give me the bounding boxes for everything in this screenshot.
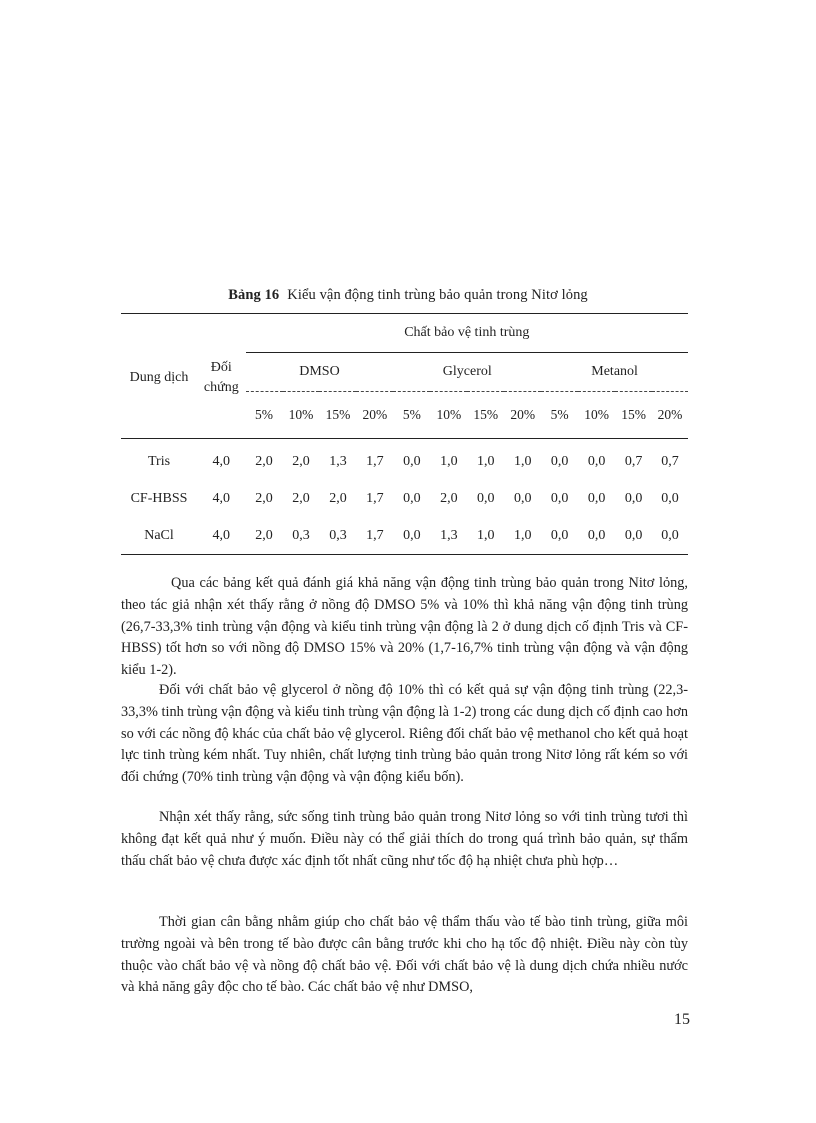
value-cell: 0,0 xyxy=(550,490,569,506)
value-cell: 2,0 xyxy=(255,527,273,543)
value-cell: 2,0 xyxy=(440,490,458,506)
value-cell: 1,7 xyxy=(366,490,384,506)
value-cell: 2,0 xyxy=(292,490,310,506)
paragraph: Nhận xét thấy rằng, sức sống tinh trùng bảo quản trong Nitơ lỏng so với tinh trùng tươi thì không đạt kết quả như ý muốn. Điều này có thể giải thích do trong quá trình bảo quản, sự thẩm thấu chất bảo vệ chưa được xác định tốt nhất cũng như tốc độ hạ nhiệt chưa phù hợp… xyxy=(121,809,688,869)
table-caption-label: Bảng 16 xyxy=(228,287,280,303)
value-cell: 2,0 xyxy=(292,453,310,469)
percent-header-cell: 15% xyxy=(325,407,351,422)
value-cell: 2,0 xyxy=(329,490,347,506)
paragraph: Thời gian cân bằng nhằm giúp cho chất bảo vệ thẩm thấu vào tế bào tinh trùng, giữa môi trường ngoài và bên trong tế bào được cân bằng trước khi cho hạ tốc độ nhiệt. Điều này còn tùy thuộc vào chất bảo vệ và nồng độ chất bảo vệ. Đối với chất bảo vệ là dung dịch chứa nhiều nước và khả năng gây độc cho tế bào. Các chất bảo vệ như DMSO, xyxy=(121,914,688,996)
table-caption xyxy=(0,287,816,304)
value-cell: 0,0 xyxy=(550,527,569,543)
header-agent-metanol: Metanol xyxy=(541,353,688,392)
table-caption-text: Kiểu vận động tinh trùng bảo quản trong Nitơ lỏng xyxy=(287,287,588,303)
value-cell: 0,0 xyxy=(403,453,421,469)
value-cell: 0,0 xyxy=(550,453,569,469)
percent-header-cell: 5% xyxy=(550,407,569,422)
value-cell: 1,0 xyxy=(477,527,495,543)
control-cell: 4,0 xyxy=(212,453,231,469)
value-cell: 0,0 xyxy=(624,527,643,543)
value-cell: 0,0 xyxy=(513,490,532,506)
table-row xyxy=(121,480,688,517)
page-number: 15 xyxy=(674,1011,690,1028)
percent-header-cell: 20% xyxy=(657,407,683,422)
row-label: CF-HBSS xyxy=(130,490,188,506)
header-agent-glycerol: Glycerol xyxy=(393,353,541,392)
control-cell: 4,0 xyxy=(212,490,231,506)
value-cell: 0,0 xyxy=(661,527,679,543)
value-cell: 0,3 xyxy=(292,527,310,543)
value-cell: 0,0 xyxy=(587,527,606,543)
value-cell: 0,0 xyxy=(477,490,495,506)
value-cell: 0,0 xyxy=(403,527,421,543)
value-cell: 0,0 xyxy=(403,490,421,506)
percent-header-cell: 10% xyxy=(584,407,609,422)
table-row xyxy=(121,517,688,555)
paragraph: Đối với chất bảo vệ glycerol ở nồng độ 10% thì có kết quả sự vận động tinh trùng (22,3-33,3% tinh trùng vận động và kiểu tinh trùng vận động là 1-2) trong các dung dịch cố định cao hơn so với các nồng độ khác của chất bảo vệ glycerol. Riêng đối chất bảo vệ methanol cho kết quả hoạt lực tinh trùng kém nhất. Tuy nhiên, chất lượng tinh trùng bảo quản trong Nitơ lỏng rất kém so với đối chứng (70% tinh trùng vận động và vận động kiểu bốn). xyxy=(121,682,689,786)
value-cell: 1,7 xyxy=(366,453,384,469)
row-label: NaCl xyxy=(144,527,174,543)
value-cell: 1,7 xyxy=(366,527,384,543)
paragraph: Qua các bảng kết quả đánh giá khả năng vận động tinh trùng bảo quản trong Nitơ lỏng, theo tác giả nhận xét thấy rằng ở nồng độ DMSO 5% và 10% thì khả năng vận động tinh trùng (26,7-33,3% tinh trùng vận động và kiểu tinh trùng vận động là 2 ở dung dịch cố định Tris và CF-HBSS) tốt hơn so với nồng độ DMSO 15% và 20% (1,7-16,7% tinh trùng vận động và vận động kiểu 1-2). xyxy=(121,575,688,679)
header-control: Đối chứng xyxy=(203,360,239,395)
table-row xyxy=(121,439,688,480)
value-cell: 0,7 xyxy=(624,453,643,469)
percent-header-cell: 10% xyxy=(288,407,314,422)
value-cell: 0,3 xyxy=(329,527,347,543)
percent-header-cell: 10% xyxy=(436,407,462,422)
header-protectant-group: Chất bảo vệ tinh trùng xyxy=(246,314,688,353)
motility-table xyxy=(121,313,688,555)
value-cell: 0,0 xyxy=(661,490,679,506)
value-cell: 2,0 xyxy=(255,453,273,469)
value-cell: 1,3 xyxy=(440,527,458,543)
percent-header-cell: 20% xyxy=(362,407,388,422)
percent-header-cell: 20% xyxy=(510,407,536,422)
value-cell: 1,3 xyxy=(329,453,347,469)
percent-header-cell: 15% xyxy=(621,407,646,422)
header-agent-dmso: DMSO xyxy=(246,353,394,392)
value-cell: 0,0 xyxy=(587,453,606,469)
percent-header-cell: 5% xyxy=(402,407,421,422)
value-cell: 2,0 xyxy=(255,490,273,506)
percent-header-cell: 5% xyxy=(255,407,274,422)
value-cell: 1,0 xyxy=(440,453,458,469)
row-label: Tris xyxy=(147,453,171,469)
value-cell: 0,0 xyxy=(587,490,606,506)
header-solution: Dung dịch xyxy=(129,370,189,385)
percent-header-cell: 15% xyxy=(473,407,499,422)
control-cell: 4,0 xyxy=(212,527,231,543)
value-cell: 0,7 xyxy=(661,453,679,469)
value-cell: 0,0 xyxy=(624,490,643,506)
value-cell: 1,0 xyxy=(513,527,532,543)
value-cell: 1,0 xyxy=(477,453,495,469)
value-cell: 1,0 xyxy=(513,453,532,469)
